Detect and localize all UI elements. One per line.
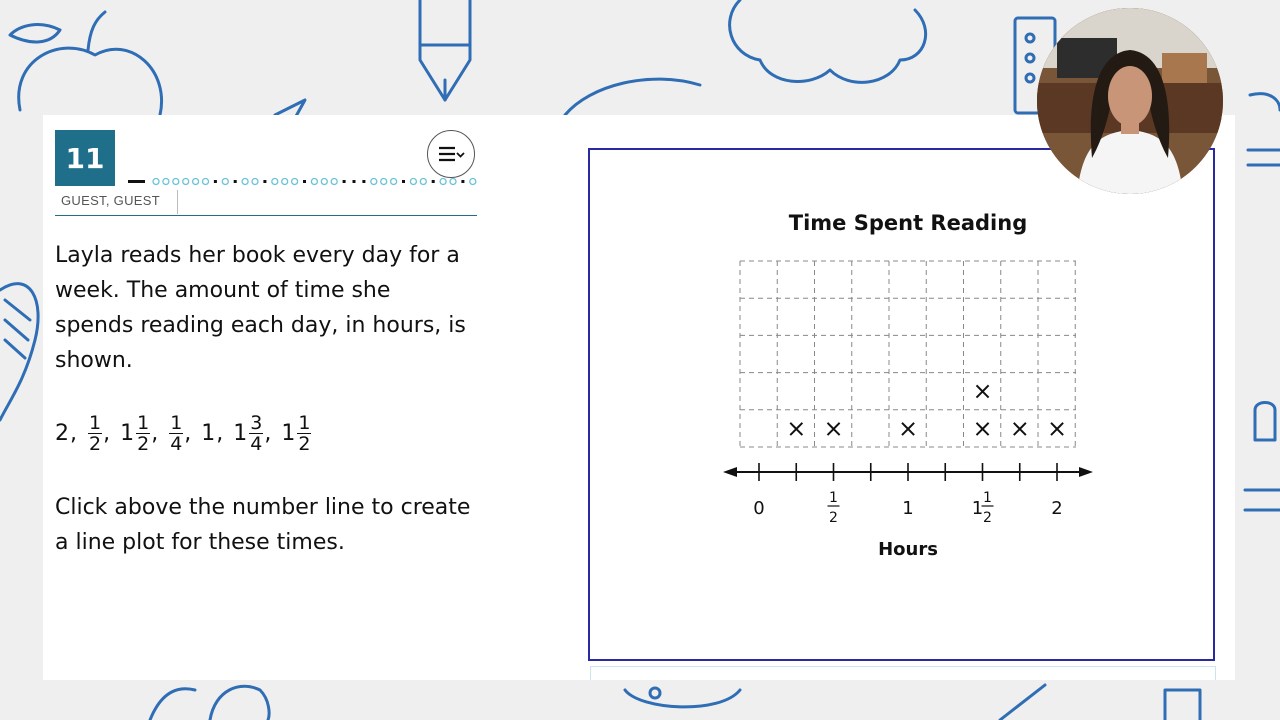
progress-question-dot[interactable] [303,180,306,183]
value-whole-part: 1 [120,420,135,446]
hamburger-menu-icon [436,144,466,164]
tick-label-whole: 2 [1051,498,1063,519]
progress-question-dot[interactable] [163,179,169,185]
fraction-numerator: 1 [298,411,311,434]
progress-question-dot[interactable] [371,179,377,185]
progress-question-dot[interactable] [331,179,337,185]
data-value [233,413,264,454]
progress-question-dot[interactable] [440,179,446,185]
plot-cell[interactable] [777,298,814,335]
plot-cell[interactable] [889,373,926,410]
plot-cell[interactable] [1038,335,1075,372]
value-separator: , [103,420,111,446]
progress-question-dot[interactable] [214,180,217,183]
progress-question-dot[interactable] [402,180,405,183]
progress-question-dot[interactable] [183,179,189,185]
progress-question-dot[interactable] [173,179,179,185]
plot-cell[interactable] [889,335,926,372]
plot-x-mark[interactable]: × [1046,414,1068,443]
webcam-feed [1037,8,1223,194]
plot-cell[interactable] [740,373,777,410]
question-number: 11 [55,130,115,186]
arrow-right-icon [1079,467,1093,477]
tick-label [972,490,994,526]
plot-cell[interactable] [815,298,852,335]
progress-question-dot[interactable] [203,179,209,185]
progress-question-dot[interactable] [420,179,426,185]
plot-cell[interactable] [777,261,814,298]
plot-cell[interactable] [740,410,777,447]
progress-question-dot[interactable] [234,180,237,183]
progress-question-dot[interactable] [263,180,266,183]
progress-question-dot[interactable] [353,180,356,183]
value-fraction [169,413,183,454]
plot-cell[interactable] [1001,373,1038,410]
plot-x-mark[interactable]: × [786,414,807,443]
tick-label [753,498,764,519]
value-separator: , [216,420,224,446]
progress-question-dot[interactable] [153,179,159,185]
user-name: GUEST, GUEST [61,193,160,208]
value-whole-part: 1 [233,420,248,446]
progress-question-dot[interactable] [321,179,327,185]
plot-cell[interactable] [889,298,926,335]
tick-label [1051,498,1062,519]
plot-cell[interactable] [815,335,852,372]
value-whole-part: 2 [55,420,69,446]
plot-cell[interactable] [964,335,1001,372]
progress-question-dot[interactable] [343,180,346,183]
fraction-numerator: 1 [89,411,102,434]
line-plot-chart[interactable] [590,150,1213,659]
line-plot-area[interactable] [588,148,1215,661]
plot-cell[interactable] [777,335,814,372]
data-value [120,413,151,454]
plot-cell[interactable] [926,373,963,410]
arrow-left-icon [723,467,737,477]
tick-label-denominator: 2 [829,510,838,526]
progress-question-dot[interactable] [461,180,464,183]
question-prompt: Layla reads her book every day for a week. The amount of time she spends reading each day, in hours, is shown. [55,243,466,373]
plot-cell[interactable] [926,261,963,298]
plot-cell[interactable] [926,298,963,335]
value-separator: , [184,420,192,446]
progress-question-dot[interactable] [193,179,199,185]
fraction-denominator: 2 [298,432,311,455]
plot-cell[interactable] [740,298,777,335]
value-fraction [297,413,311,454]
progress-question-dot[interactable] [432,180,435,183]
fraction-numerator: 1 [137,411,150,434]
plot-cell[interactable] [964,298,1001,335]
plot-cell[interactable] [852,298,889,335]
fraction-denominator: 2 [137,432,150,455]
question-instruction: Click above the number line to create a line plot for these times. [55,495,471,555]
data-value [55,421,70,446]
progress-question-dot[interactable] [282,179,288,185]
chart-title: Time Spent Reading [788,211,1028,235]
plot-cell[interactable] [852,261,889,298]
plot-cell[interactable] [852,335,889,372]
data-value [87,413,103,454]
plot-x-mark[interactable]: × [897,414,919,443]
apple-doodle [19,48,162,115]
plot-cell[interactable] [964,261,1001,298]
value-fraction [88,413,102,454]
tick-label [828,490,840,526]
value-separator: , [70,420,77,446]
progress-question-dot[interactable] [410,179,416,185]
x-axis-label: Hours [878,539,938,560]
data-value [201,421,216,446]
progress-question-dot[interactable] [292,179,298,185]
fraction-denominator: 4 [170,432,183,455]
plot-cell[interactable] [852,373,889,410]
value-separator: , [264,420,272,446]
plot-cell[interactable] [1038,298,1075,335]
plot-cell[interactable] [889,261,926,298]
fraction-denominator: 2 [89,432,102,455]
progress-question-dot[interactable] [252,179,258,185]
value-whole-part: 1 [201,420,216,446]
data-value [281,413,312,454]
plot-x-mark[interactable]: × [823,414,844,443]
question-progress-bar[interactable] [128,176,478,188]
plot-cell[interactable] [926,410,963,447]
data-values-list [55,408,312,458]
plot-cell[interactable] [1001,261,1038,298]
tick-label-numerator: 1 [983,490,992,506]
user-divider [177,190,178,214]
value-whole-part: 1 [281,420,296,446]
data-value [168,413,184,454]
menu-button[interactable] [427,130,475,178]
next-panel-edge [590,666,1216,680]
plot-cell[interactable] [1001,335,1038,372]
user-info-bar [55,190,477,216]
plot-cell[interactable] [740,335,777,372]
plot-x-mark[interactable]: × [972,414,993,443]
fraction-numerator: 1 [170,411,183,434]
progress-question-dot[interactable] [222,179,228,185]
plot-cell[interactable] [852,410,889,447]
cloud-doodle [730,0,926,82]
plot-cell[interactable] [1038,373,1075,410]
tick-label-whole: 1 [902,498,914,519]
plot-cell[interactable] [740,261,777,298]
plot-cell[interactable] [1038,261,1075,298]
plot-cell[interactable] [926,335,963,372]
value-fraction [249,413,263,454]
plot-cell[interactable] [815,373,852,410]
fraction-numerator: 3 [250,411,263,434]
tick-label [902,498,913,519]
progress-question-dot[interactable] [391,179,397,185]
tick-label-numerator: 1 [829,490,838,506]
plot-cell[interactable] [777,373,814,410]
tick-label-whole: 0 [753,498,765,519]
plot-cell[interactable] [815,261,852,298]
plot-x-mark[interactable]: × [972,377,993,406]
plot-x-mark[interactable]: × [1009,414,1030,443]
progress-question-dot[interactable] [381,179,387,185]
plot-cell[interactable] [1001,298,1038,335]
fraction-denominator: 4 [250,432,263,455]
tick-label-whole: 1 [971,498,984,519]
value-separator: , [151,420,159,446]
progress-current-marker [128,180,145,183]
progress-question-dot[interactable] [470,179,476,185]
value-fraction [136,413,150,454]
tick-label-denominator: 2 [983,510,992,526]
progress-question-dot[interactable] [450,179,456,185]
progress-question-dot[interactable] [362,180,365,183]
progress-question-dot[interactable] [242,179,248,185]
progress-question-dot[interactable] [311,179,317,185]
progress-question-dot[interactable] [272,179,278,185]
